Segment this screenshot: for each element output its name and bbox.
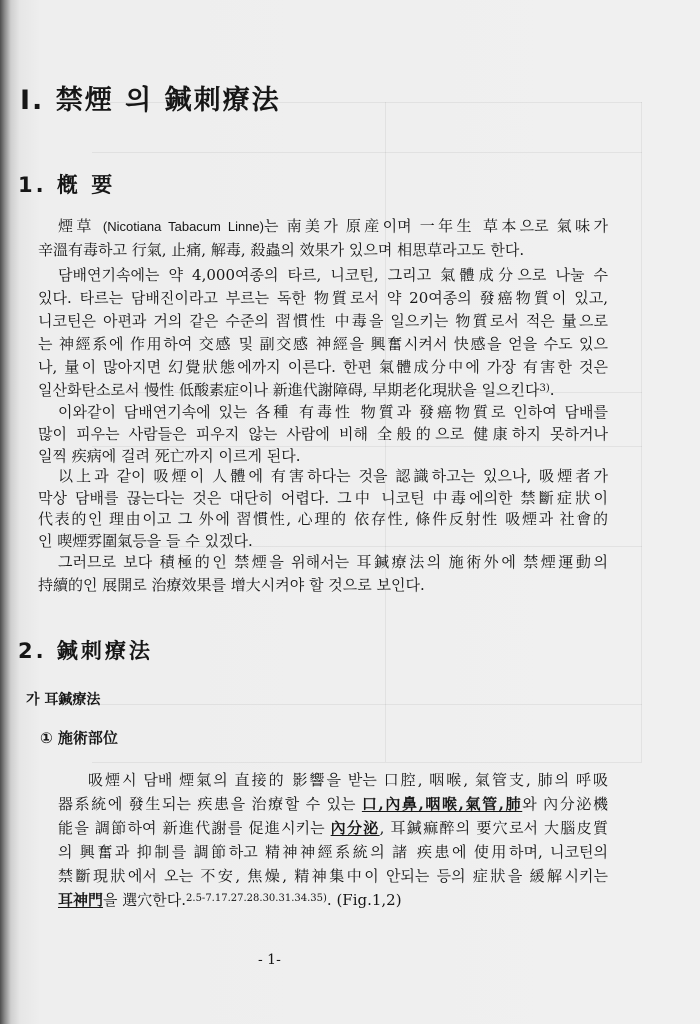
bleed-through-line — [92, 762, 642, 763]
text-line — [38, 379, 608, 402]
text-line: 持續的인 展開로 治療效果를 增大시켜야 할 것으로 보인다. — [38, 576, 425, 594]
section-heading-overview: 1. 槪 要 — [18, 173, 116, 197]
text-line: 以上과 같이 吸煙이 人體에 有害하다는 것을 認識하고는 있으나, 吸煙者가 — [58, 467, 608, 485]
text-line — [58, 792, 608, 816]
text-line — [58, 888, 608, 912]
item-heading: ① 施術部位 — [40, 729, 118, 747]
text-line: 인 喫煙雰圍氣등을 들 수 있겠다. — [38, 531, 253, 550]
text-segment: 能을 調節하여 新進代謝를 促進시키는 — [58, 819, 331, 837]
underlined-points: 口,內鼻,咽喉,氣管,肺 — [361, 795, 523, 813]
text-line — [38, 214, 608, 238]
scientific-name: (Nicotiana Tabacum Linne) — [102, 219, 264, 234]
text-segment: 을 選穴한다. — [103, 891, 187, 909]
text-segment: . — [549, 381, 555, 399]
text-line: 禁斷現狀에서 오는 不安, 焦燥, 精神集中이 안되는 등의 症狀을 緩解시키는 — [58, 867, 608, 885]
text-line: 이와같이 담배연기속에 있는 各種 有毒性 物質과 發癌物質로 인하여 담배를 — [58, 403, 608, 421]
text-line: 吸煙시 담배 煙氣의 直接的 影響을 받는 口腔, 咽喉, 氣管支, 肺의 呼吸 — [88, 771, 608, 789]
bleed-through-line — [92, 704, 642, 705]
text-line: 많이 피우는 사람들은 피우지 않는 사람에 비해 全般的으로 健康하지 못하거나 — [38, 425, 608, 443]
text-line: 代表的인 理由이고 그 外에 習慣性, 心理的 依存性, 條件反射性 吸煙과 社會的 — [38, 510, 608, 528]
section-heading-acupuncture: 2. 鍼刺療法 — [18, 639, 153, 663]
paragraph — [38, 551, 608, 597]
bleed-through-line — [92, 152, 642, 153]
paragraph — [38, 214, 608, 262]
text-segment: 일산화탄소로서 慢性 低酸素症이나 新進代謝障碍, 早期老化現狀을 일으킨다 — [38, 381, 540, 399]
text-line: 나, 量이 많아지면 幻覺狀態에까지 이른다. 한편 氣體成分中에 가장 有害한 것은 — [38, 358, 608, 376]
text-line: 는 神經系에 作用하여 交感 및 副交感 神經을 興奮시켜서 快感을 얻을 수도 있으 — [38, 335, 608, 353]
underlined-point: 內分泌 — [330, 819, 380, 837]
paragraph — [58, 768, 608, 912]
text-segment: 와 內分泌機 — [522, 795, 608, 813]
text-segment: 器系統에 發生되는 疾患을 治療할 수 있는 — [58, 795, 362, 813]
text-line: 그러므로 보다 積極的인 禁煙을 위해서는 耳鍼療法의 施術外에 禁煙運動의 — [58, 553, 608, 571]
text-segment: 는 南美가 原産이며 一年生 草本으로 氣味가 — [263, 217, 608, 235]
chapter-title: Ⅰ. 禁煙 의 鍼刺療法 — [20, 85, 281, 116]
paragraph — [38, 264, 608, 402]
text-line — [58, 816, 608, 840]
bleed-through-line — [641, 102, 642, 762]
text-line: 있다. 타르는 담배진이라고 부르는 독한 物質로서 약 20여종의 發癌物質이 있고, — [38, 289, 608, 307]
text-line: 니코틴은 아편과 거의 같은 수준의 習慣性 中毒을 일으키는 物質로서 적은 量으로 — [38, 312, 608, 330]
subsection-heading: 가 耳鍼療法 — [26, 692, 101, 708]
reference-marker: 2.5-7.17.27.28.30.31.34.35) — [186, 893, 327, 904]
text-segment: , 耳鍼痲醉의 要穴로서 大腦皮質 — [379, 819, 608, 837]
text-line: 담배연기속에는 약 4,000여종의 타르, 니코틴, 그리고 氣體成分으로 나눌 수 — [58, 266, 608, 284]
figure-reference: . (Fig.1,2) — [326, 891, 402, 909]
underlined-point: 耳神門 — [58, 891, 104, 909]
paragraph — [38, 401, 608, 467]
text-line: 辛溫有毒하고 行氣, 止痛, 解毒, 殺蟲의 效果가 있으며 相思草라고도 한다. — [38, 241, 525, 259]
paragraph — [38, 466, 608, 552]
reference-marker: 3) — [539, 383, 550, 394]
text-line: 일찍 疾病에 걸려 死亡까지 이르게 된다. — [38, 447, 301, 465]
page-number: - 1- — [258, 952, 281, 968]
text-line: 막상 담배를 끊는다는 것은 대단히 어렵다. 그中 니코틴 中毒에의한 禁斷症狀이 — [38, 488, 608, 507]
text-line: 의 興奮과 抑制를 調節하고 精神神經系統의 諸 疾患에 使用하며, 니코틴의 — [58, 843, 608, 861]
text-segment: 煙草 — [58, 217, 103, 235]
